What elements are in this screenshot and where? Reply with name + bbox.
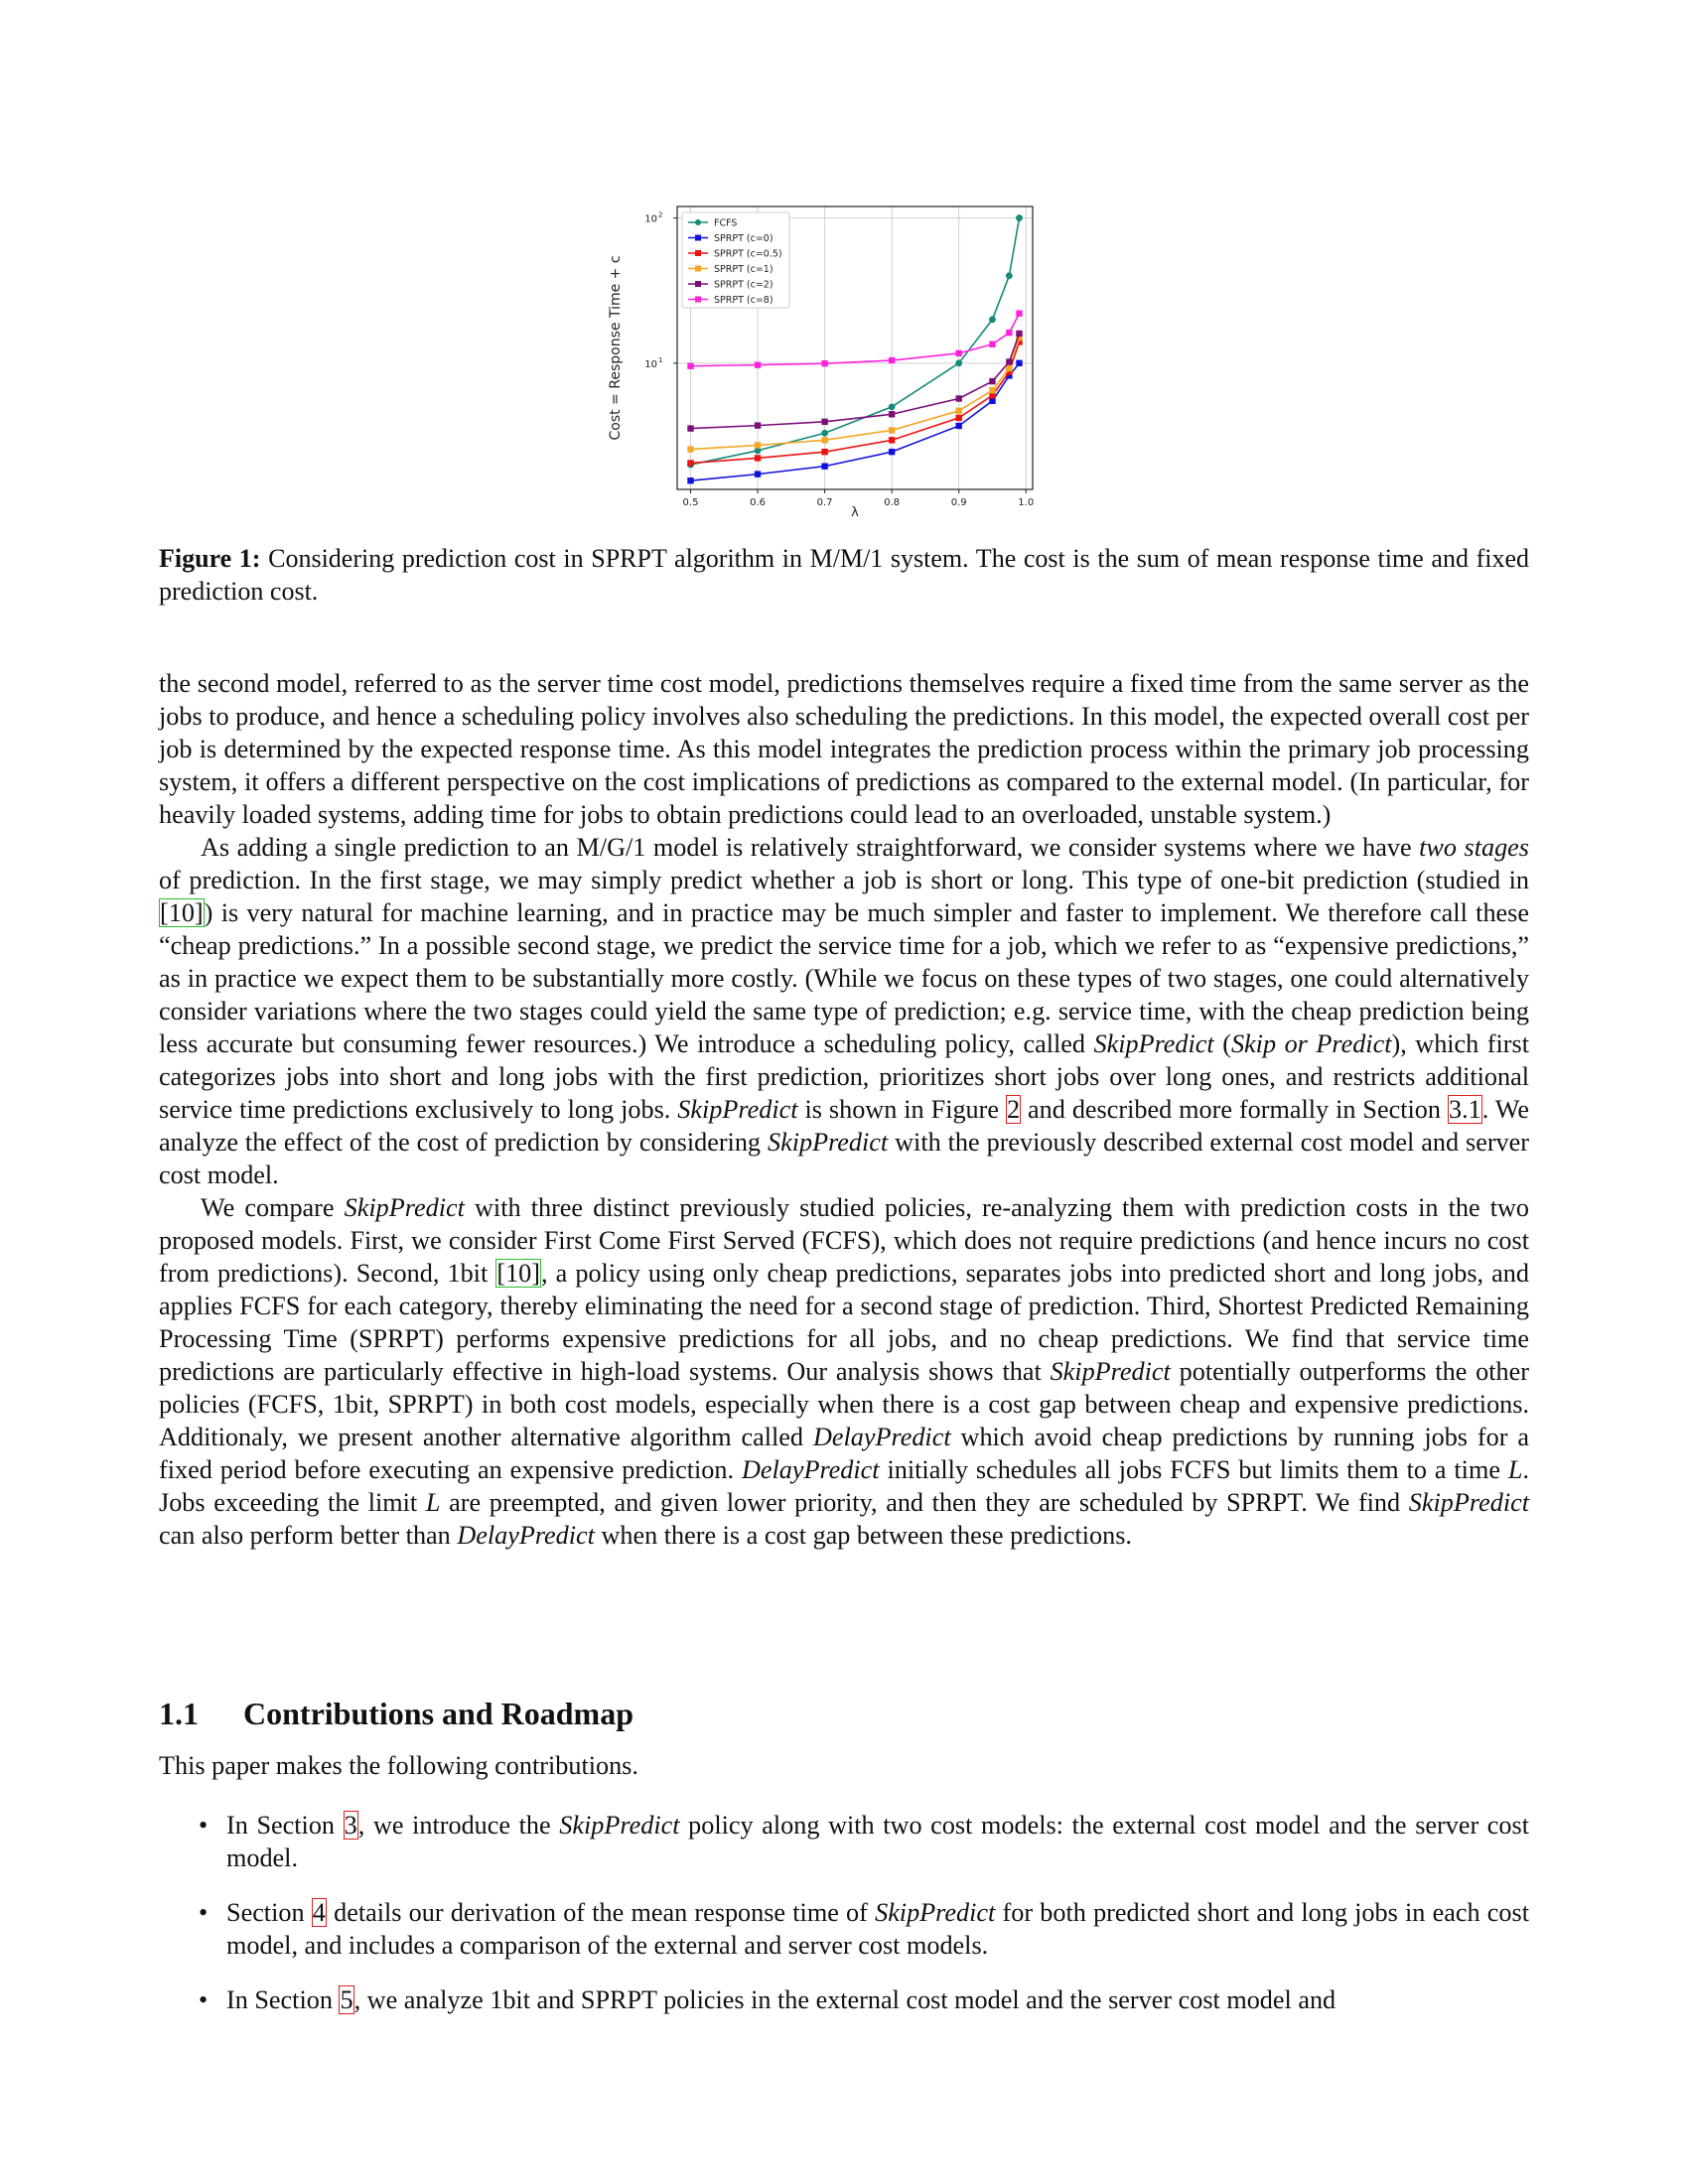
data-point <box>989 316 996 323</box>
y-tick-exponent: 2 <box>658 210 663 219</box>
data-point <box>1016 331 1022 337</box>
data-point <box>755 422 761 428</box>
data-point <box>755 361 761 367</box>
x-tick-label: 0.6 <box>750 497 767 508</box>
data-point <box>955 395 961 401</box>
series-line <box>691 314 1020 366</box>
section-number: 1.1 <box>159 1696 199 1731</box>
data-point <box>687 363 693 369</box>
data-point <box>889 427 895 433</box>
data-point <box>989 378 995 384</box>
figure-1 <box>606 199 1043 526</box>
data-point <box>1006 365 1012 371</box>
data-point <box>755 442 761 448</box>
legend-label: SPRPT (c=0.5) <box>714 248 782 260</box>
x-tick-label: 0.7 <box>816 497 833 508</box>
data-point <box>1006 272 1013 279</box>
y-tick-exponent: 1 <box>658 355 663 364</box>
legend-marker <box>695 250 701 256</box>
data-point <box>989 341 995 347</box>
x-tick-label: 0.5 <box>682 497 699 508</box>
y-tick-label: 10 <box>644 358 657 370</box>
data-point <box>989 398 995 404</box>
figure-label: Figure 1: <box>159 544 261 573</box>
data-point <box>955 423 961 429</box>
data-point <box>821 449 827 455</box>
legend-marker <box>695 266 701 272</box>
legend-marker <box>695 281 701 287</box>
citation-link[interactable]: [10] <box>160 898 204 927</box>
data-point <box>889 403 896 410</box>
paragraph-2: As adding a single prediction to an M/G/1 model is relatively straightforward, we consider systems where we have two stages of prediction. In the first stage, we may simply predict whether a job is short or long. This type of one-bit prediction (studied in [10]) is very natural for machine learning, and in practice may be much simpler and faster to implement. We therefore call these “cheap predictions.” In a possible second stage, we predict the service time for a job, which we refer to as “expensive predictions,” as in practice we expect them to be substantially more costly. (While we focus on these types of two stages, one could alternatively consider variations where the two stages could yield the same type of prediction; e.g. service time, with the cheap prediction being less accurate but consuming fewer resources.) We introduce a scheduling policy, called SkipPredict (Skip or Predict), which first categorizes jobs into short and long jobs with the first prediction, prioritizes short jobs over long ones, and restricts additional service time predictions exclusively to long jobs. SkipPredict is shown in Figure 2 and described more formally in Section 3.1. We analyze the effect of the cost of prediction by considering SkipPredict with the previously described external cost model and server cost model. <box>159 833 1529 1189</box>
data-point <box>1016 214 1023 221</box>
contributions-intro: This paper makes the following contributions. <box>159 1751 638 1780</box>
list-item: • In Section 3, we introduce the SkipPredict policy along with two cost models: the external cost model and the server cost model. <box>199 1809 1529 1874</box>
y-axis-label: Cost = Response Time + c <box>608 255 624 441</box>
section-title: Contributions and Roadmap <box>243 1696 633 1731</box>
legend-label: FCFS <box>714 217 738 229</box>
section-heading <box>159 1696 1529 1732</box>
legend-marker <box>695 235 701 241</box>
data-point <box>1006 330 1012 336</box>
data-point <box>687 460 693 466</box>
list-item: • Section 4 details our derivation of the mean response time of SkipPredict for both predicted short and long jobs in each cost model, and includes a comparison of the external and server cost models. <box>199 1896 1529 1962</box>
section-ref-link[interactable]: 3.1 <box>1448 1095 1481 1124</box>
paragraph-3: We compare SkipPredict with three distinct previously studied policies, re-analyzing them with prediction costs in the two proposed models. First, we consider First Come First Served (FCFS), which does not require predictions (and hence incurs no cost from predictions). Second, 1bit [10], a policy using only cheap predictions, separates jobs into predicted short and long jobs, and applies FCFS for each category, thereby eliminating the need for a second stage of prediction. Third, Shortest Predicted Remaining Processing Time (SPRPT) performs expensive predictions for all jobs, and no cheap predictions. We find that service time predictions are particularly effective in high-load systems. Our analysis shows that SkipPredict potentially outperforms the other policies (FCFS, 1bit, SPRPT) in both cost models, especially when there is a cost gap between cheap and expensive predictions. Additionaly, we present another alternative algorithm called DelayPredict which avoid cheap predictions by running jobs for a fixed period before executing an expensive prediction. DelayPredict initially schedules all jobs FCFS but limits them to a time L. Jobs exceeding the limit L are preempted, and given lower priority, and then they are scheduled by SPRPT. We find SkipPredict can also perform better than DelayPredict when there is a cost gap between these predictions. <box>159 1193 1530 1550</box>
data-point <box>955 415 961 421</box>
data-point <box>821 463 827 469</box>
data-point <box>1016 311 1022 317</box>
x-tick-label: 1.0 <box>1018 497 1035 508</box>
cost-vs-lambda-chart <box>606 199 1043 526</box>
data-point <box>821 437 827 443</box>
contributions-list <box>199 1809 1529 2038</box>
figure-caption-text: Considering prediction cost in SPRPT algorithm in M/M/1 system. The cost is the sum of mean response time and fixed prediction cost. <box>159 544 1529 606</box>
x-axis-label: λ <box>851 505 859 520</box>
data-point <box>955 408 961 414</box>
legend-label: SPRPT (c=0) <box>714 233 774 244</box>
figure-ref-link[interactable]: 2 <box>1006 1095 1021 1124</box>
data-point <box>889 437 895 443</box>
section-ref-link[interactable]: 4 <box>312 1898 326 1927</box>
y-tick-label: 10 <box>644 213 657 225</box>
data-point <box>1006 358 1012 364</box>
data-point <box>755 455 761 461</box>
data-point <box>989 387 995 393</box>
data-point <box>821 430 828 437</box>
legend-marker <box>695 297 701 303</box>
data-point <box>821 360 827 366</box>
data-point <box>955 350 961 356</box>
series-line <box>691 341 1020 463</box>
legend-label: SPRPT (c=8) <box>714 295 774 306</box>
legend-label: SPRPT (c=2) <box>714 279 774 291</box>
citation-link[interactable]: [10] <box>496 1259 540 1288</box>
legend-marker <box>695 219 701 225</box>
list-item: • In Section 5, we analyze 1bit and SPRPT policies in the external cost model and the server cost model and <box>199 1983 1529 2016</box>
figure-caption <box>159 542 1529 608</box>
data-point <box>1016 360 1022 366</box>
data-point <box>889 357 895 363</box>
data-point <box>687 425 693 431</box>
data-point <box>687 478 693 483</box>
legend-label: SPRPT (c=1) <box>714 264 774 275</box>
data-point <box>755 471 761 477</box>
data-point <box>821 419 827 425</box>
data-point <box>889 411 895 417</box>
data-point <box>955 359 962 366</box>
x-tick-label: 0.9 <box>950 497 967 508</box>
section-ref-link[interactable]: 5 <box>340 1985 353 2014</box>
section-ref-link[interactable]: 3 <box>344 1811 357 1840</box>
data-point <box>889 449 895 455</box>
body-text <box>159 667 1529 1552</box>
x-tick-label: 0.8 <box>884 497 901 508</box>
data-point <box>687 446 693 452</box>
paragraph-1: the second model, referred to as the server time cost model, predictions themselves require a fixed time from the same server as the jobs to produce, and hence a scheduling policy involves also scheduling the predictions. In this model, the expected overall cost per job is determined by the expected response time. As this model integrates the prediction process within the primary job processing system, it offers a different perspective on the cost implications of predictions as compared to the external model. (In particular, for heavily loaded systems, adding time for jobs to obtain predictions could lead to an overloaded, unstable system.) <box>159 669 1529 829</box>
